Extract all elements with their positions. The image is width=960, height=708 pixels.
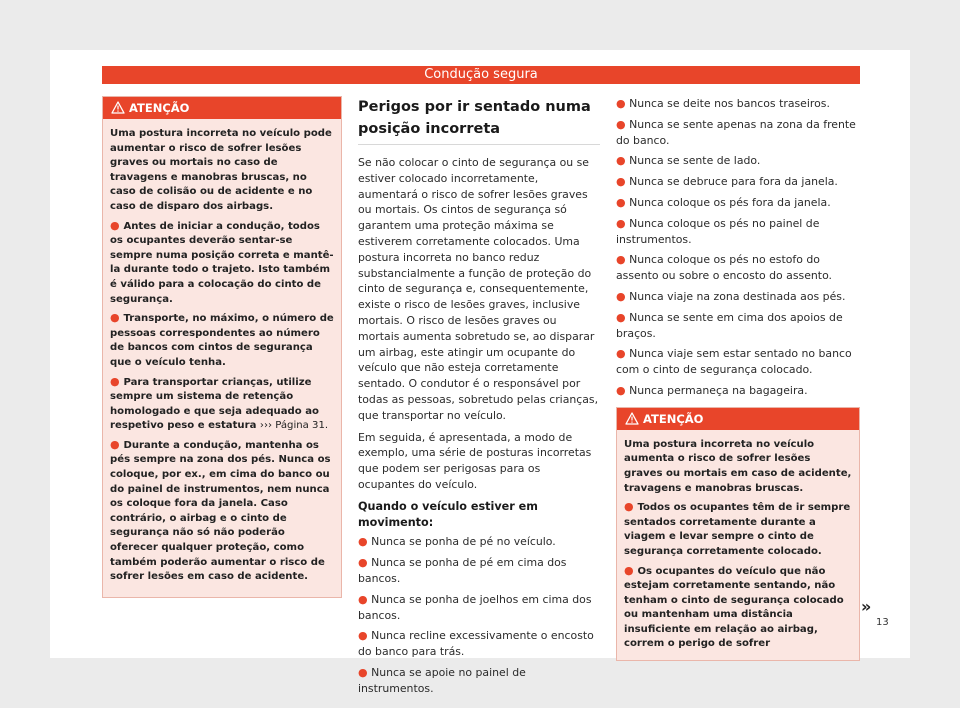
warning-intro: Uma postura incorreta no veículo pode aumentar o risco de sofrer lesões graves ou mortais no caso de travagens e manobras bruscas, no caso de colisão ou de acidente e no caso de disparo dos airbags. [110,128,332,212]
warning-triangle-icon [625,412,639,425]
continued-mark: » [861,597,872,616]
page-number: 13 [876,617,889,628]
list-item: ● Nunca se ponha de joelhos em cima dos bancos. [358,592,592,622]
warning-box-left [102,96,342,598]
left-column [102,96,342,598]
section-title: Condução segura [424,67,538,82]
warning-item: ● Os ocupantes do veículo que não estejam corretamente sentando, não tenham o cinto de segurança colocado ou mantenham uma distância insuficiente em relação ao airbag, correm o perigo de sofrer [624,563,844,650]
subheading: Quando o veículo estiver em movimento: [358,499,538,529]
list-item: ● Nunca recline excessivamente o encosto do banco para trás. [358,629,594,659]
bullet-icon: ● [616,289,630,303]
warning-title: ATENÇÃO [129,101,190,115]
bullet-icon: ● [616,175,630,189]
list-item: ● Nunca coloque os pés fora da janela. [616,195,831,209]
bullet-icon: ● [616,97,630,110]
middle-body [358,155,600,697]
bullet-icon: ● [110,311,124,325]
warning-header [617,408,859,430]
warning-body [103,119,341,597]
list-item: ● Nunca viaje na zona destinada aos pés. [616,289,846,303]
bullet-icon: ● [616,347,630,361]
warning-item: ● Antes de iniciar a condução, todos os ocupantes deverão sentar-se sempre numa posição correta e mantê-la durante todo o trajeto. Isto também é válido para a colocação do cinto de segurança. [110,218,334,305]
warning-item: ● Para transportar crianças, utilize sempre um sistema de retenção homologado e que seja adequado ao respetivo peso e estatura ››› Página 31. [110,374,329,432]
bullet-icon: ● [358,629,372,643]
bullet-icon: ● [358,665,372,679]
bullet-icon: ● [110,218,124,232]
warning-item: ● Durante a condução, mantenha os pés sempre na zona dos pés. Nunca os coloque, por ex., em cima do banco ou do painel de instrumentos, nem nunca os coloque fora da janela. Caso contrário, o airbag e o cinto de segurança não só não poderão oferecer qualquer proteção, como também poderão aumentar o risco de sofrer lesões em caso de acidente. [110,437,331,583]
bullet-icon: ● [110,374,124,388]
bullet-icon: ● [616,117,630,131]
middle-column [358,96,600,702]
paragraph: Em seguida, é apresentada, a modo de exemplo, uma série de posturas incorretas que podem ser perigosas para os ocupantes do veículo. [358,430,592,491]
section-heading: Perigos por ir sentado numa posição incorreta [358,96,600,145]
list-item: ● Nunca se sente apenas na zona da frente do banco. [616,117,856,147]
list-item: ● Nunca permaneça na bagageira. [616,383,808,397]
right-list [616,96,860,399]
warning-title: ATENÇÃO [643,411,704,426]
bullet-icon: ● [616,216,630,230]
paragraph: Se não colocar o cinto de segurança ou se estiver colocado incorretamente, aumentará o risco de sofrer lesões graves ou mortais. Os cintos de segurança só garantem uma proteção máxima se estiverem corretamente colocados. Uma postura incorreta no banco reduz substancialmente a função de proteção do cinto de segurança e, consequentemente, existe o risco de lesões graves, inclusive mortais. O risco de lesões graves ou mortais aumenta sobretudo se, ao disparar um airbag, este atingir um ocupante do veículo que não esteja corretamente sentado. O condutor é o responsável por todas as pessoas, sobretudo pelas crianças, que transportar no veículo. [358,156,599,422]
warning-body [617,430,859,660]
list-item: ● Nunca se sente de lado. [616,154,761,168]
list-item: ● Nunca se ponha de pé no veículo. [358,535,556,549]
warning-intro: Uma postura incorreta no veículo aumenta o risco de sofrer lesões graves ou mortais em caso de acidente, travagens e manobras bruscas. [624,438,852,494]
warning-triangle-icon [111,101,125,114]
warning-item: ● Todos os ocupantes têm de ir sempre sentados corretamente durante a viagem e levar sempre o cinto de segurança corretamente colocado. [624,500,851,557]
list-item: ● Nunca se sente em cima dos apoios de braços. [616,310,843,340]
list-item: ● Nunca se ponha de pé em cima dos bancos. [358,556,567,585]
right-column [616,96,860,661]
bullet-icon: ● [358,535,372,549]
list-item: ● Nunca se deite nos bancos traseiros. [616,97,830,110]
bullet-icon: ● [616,310,630,324]
bullet-icon: ● [616,154,630,168]
bullet-icon: ● [358,556,372,570]
list-item: ● Nunca coloque os pés no estofo do assento ou sobre o encosto do assento. [616,253,833,283]
bullet-icon: ● [624,500,638,514]
bullet-icon: ● [624,563,638,577]
bullet-icon: ● [616,383,630,397]
list-item: ● Nunca se apoie no painel de instrumentos. [358,665,526,695]
page-reference-link[interactable]: ››› Página 31. [259,420,329,432]
list-item: ● Nunca se debruce para fora da janela. [616,175,838,189]
bullet-icon: ● [616,195,630,209]
bullet-icon: ● [616,253,630,267]
warning-item: ● Transporte, no máximo, o número de pessoas correspondentes ao número de bancos com cintos de segurança que o veículo tenha. [110,311,334,368]
warning-header [103,97,341,119]
bullet-icon: ● [358,592,372,606]
list-item: ● Nunca viaje sem estar sentado no banco com o cinto de segurança colocado. [616,347,852,377]
bullet-icon: ● [110,437,124,451]
list-item: ● Nunca coloque os pés no painel de instrumentos. [616,216,820,246]
warning-box-right [616,407,860,661]
section-header [102,66,860,84]
